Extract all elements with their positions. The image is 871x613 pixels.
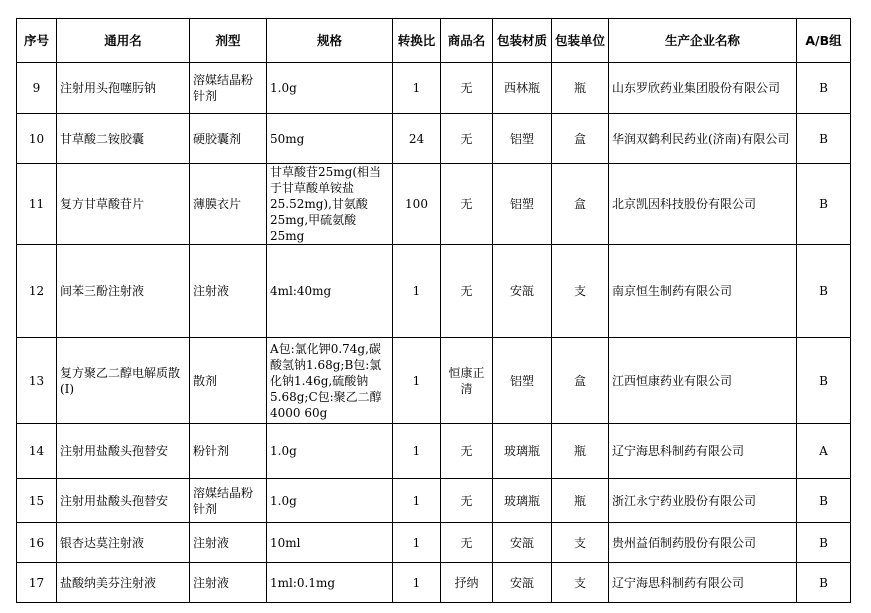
cell-group: A bbox=[797, 424, 851, 479]
cell-spec: 10ml bbox=[267, 523, 393, 563]
table-header-row bbox=[17, 19, 851, 63]
header-cell-unit: 包装单位 bbox=[552, 19, 609, 63]
drug-list-table bbox=[16, 18, 851, 603]
cell-dosage-form: 注射液 bbox=[190, 523, 267, 563]
cell-generic-name: 注射用盐酸头孢替安 bbox=[57, 479, 190, 523]
cell-group: B bbox=[797, 245, 851, 338]
cell-manufacturer: 贵州益佰制药股份有限公司 bbox=[609, 523, 797, 563]
cell-spec: 1.0g bbox=[267, 479, 393, 523]
cell-material: 安瓿 bbox=[493, 563, 552, 603]
cell-unit: 瓶 bbox=[552, 424, 609, 479]
cell-group: B bbox=[797, 164, 851, 245]
cell-unit: 盒 bbox=[552, 338, 609, 424]
cell-no: 10 bbox=[17, 114, 57, 164]
cell-material: 玻璃瓶 bbox=[493, 479, 552, 523]
cell-manufacturer: 辽宁海思科制药有限公司 bbox=[609, 424, 797, 479]
table-row bbox=[17, 63, 851, 114]
cell-brand: 无 bbox=[441, 114, 493, 164]
cell-generic-name: 盐酸纳美芬注射液 bbox=[57, 563, 190, 603]
table-row bbox=[17, 523, 851, 563]
cell-ratio: 1 bbox=[393, 63, 441, 114]
cell-dosage-form: 粉针剂 bbox=[190, 424, 267, 479]
cell-unit: 瓶 bbox=[552, 479, 609, 523]
cell-manufacturer: 浙江永宁药业股份有限公司 bbox=[609, 479, 797, 523]
cell-dosage-form: 注射液 bbox=[190, 563, 267, 603]
cell-no: 11 bbox=[17, 164, 57, 245]
cell-brand: 无 bbox=[441, 164, 493, 245]
cell-spec: 1.0g bbox=[267, 424, 393, 479]
cell-ratio: 100 bbox=[393, 164, 441, 245]
cell-ratio: 24 bbox=[393, 114, 441, 164]
header-cell-brand: 商品名 bbox=[441, 19, 493, 63]
table-row bbox=[17, 424, 851, 479]
header-cell-no: 序号 bbox=[17, 19, 57, 63]
header-cell-ratio: 转换比 bbox=[393, 19, 441, 63]
cell-material: 安瓿 bbox=[493, 523, 552, 563]
cell-dosage-form: 溶媒结晶粉针剂 bbox=[190, 479, 267, 523]
cell-ratio: 1 bbox=[393, 563, 441, 603]
cell-dosage-form: 注射液 bbox=[190, 245, 267, 338]
cell-manufacturer: 辽宁海思科制药有限公司 bbox=[609, 563, 797, 603]
cell-no: 17 bbox=[17, 563, 57, 603]
cell-generic-name: 甘草酸二铵胶囊 bbox=[57, 114, 190, 164]
cell-material: 西林瓶 bbox=[493, 63, 552, 114]
cell-brand: 无 bbox=[441, 479, 493, 523]
cell-material: 玻璃瓶 bbox=[493, 424, 552, 479]
table-row bbox=[17, 479, 851, 523]
cell-brand: 无 bbox=[441, 245, 493, 338]
cell-spec: 甘草酸苷25mg(相当于甘草酸单铵盐25.52mg),甘氨酸25mg,甲硫氨酸25mg bbox=[267, 164, 393, 245]
cell-no: 15 bbox=[17, 479, 57, 523]
cell-ratio: 1 bbox=[393, 424, 441, 479]
header-cell-dosage-form: 剂型 bbox=[190, 19, 267, 63]
cell-material: 铝塑 bbox=[493, 164, 552, 245]
cell-dosage-form: 溶媒结晶粉针剂 bbox=[190, 63, 267, 114]
cell-unit: 支 bbox=[552, 523, 609, 563]
table-row bbox=[17, 563, 851, 603]
header-cell-material: 包装材质 bbox=[493, 19, 552, 63]
cell-brand: 无 bbox=[441, 63, 493, 114]
cell-brand: 恒康正清 bbox=[441, 338, 493, 424]
cell-group: B bbox=[797, 479, 851, 523]
cell-spec: 1ml:0.1mg bbox=[267, 563, 393, 603]
cell-generic-name: 间苯三酚注射液 bbox=[57, 245, 190, 338]
cell-brand: 抒纳 bbox=[441, 563, 493, 603]
cell-dosage-form: 硬胶囊剂 bbox=[190, 114, 267, 164]
header-cell-manufacturer: 生产企业名称 bbox=[609, 19, 797, 63]
cell-no: 9 bbox=[17, 63, 57, 114]
cell-brand: 无 bbox=[441, 424, 493, 479]
cell-manufacturer: 山东罗欣药业集团股份有限公司 bbox=[609, 63, 797, 114]
cell-spec: 4ml:40mg bbox=[267, 245, 393, 338]
table-row bbox=[17, 338, 851, 424]
cell-unit: 盒 bbox=[552, 114, 609, 164]
cell-unit: 支 bbox=[552, 563, 609, 603]
cell-ratio: 1 bbox=[393, 523, 441, 563]
cell-unit: 瓶 bbox=[552, 63, 609, 114]
header-cell-generic-name: 通用名 bbox=[57, 19, 190, 63]
cell-generic-name: 复方甘草酸苷片 bbox=[57, 164, 190, 245]
cell-no: 12 bbox=[17, 245, 57, 338]
cell-material: 铝塑 bbox=[493, 338, 552, 424]
table-row bbox=[17, 164, 851, 245]
cell-manufacturer: 北京凯因科技股份有限公司 bbox=[609, 164, 797, 245]
cell-material: 安瓿 bbox=[493, 245, 552, 338]
cell-generic-name: 复方聚乙二醇电解质散(Ⅰ) bbox=[57, 338, 190, 424]
cell-unit: 支 bbox=[552, 245, 609, 338]
cell-generic-name: 注射用头孢噻肟钠 bbox=[57, 63, 190, 114]
cell-group: B bbox=[797, 338, 851, 424]
cell-group: B bbox=[797, 563, 851, 603]
cell-dosage-form: 薄膜衣片 bbox=[190, 164, 267, 245]
table-row bbox=[17, 114, 851, 164]
cell-spec: 50mg bbox=[267, 114, 393, 164]
cell-no: 13 bbox=[17, 338, 57, 424]
cell-material: 铝塑 bbox=[493, 114, 552, 164]
cell-no: 16 bbox=[17, 523, 57, 563]
cell-unit: 盒 bbox=[552, 164, 609, 245]
cell-spec: 1.0g bbox=[267, 63, 393, 114]
table-row bbox=[17, 245, 851, 338]
header-cell-spec: 规格 bbox=[267, 19, 393, 63]
cell-group: B bbox=[797, 63, 851, 114]
cell-manufacturer: 华润双鹤利民药业(济南)有限公司 bbox=[609, 114, 797, 164]
cell-manufacturer: 江西恒康药业有限公司 bbox=[609, 338, 797, 424]
cell-group: B bbox=[797, 114, 851, 164]
header-cell-group: A/B组 bbox=[797, 19, 851, 63]
cell-no: 14 bbox=[17, 424, 57, 479]
cell-ratio: 1 bbox=[393, 245, 441, 338]
cell-brand: 无 bbox=[441, 523, 493, 563]
cell-manufacturer: 南京恒生制药有限公司 bbox=[609, 245, 797, 338]
cell-generic-name: 银杏达莫注射液 bbox=[57, 523, 190, 563]
cell-group: B bbox=[797, 523, 851, 563]
cell-spec: A包:氯化钾0.74g,碳酸氢钠1.68g;B包:氯化钠1.46g,硫酸钠5.68g;C包:聚乙二醇4000 60g bbox=[267, 338, 393, 424]
cell-dosage-form: 散剂 bbox=[190, 338, 267, 424]
cell-ratio: 1 bbox=[393, 479, 441, 523]
cell-ratio: 1 bbox=[393, 338, 441, 424]
cell-generic-name: 注射用盐酸头孢替安 bbox=[57, 424, 190, 479]
